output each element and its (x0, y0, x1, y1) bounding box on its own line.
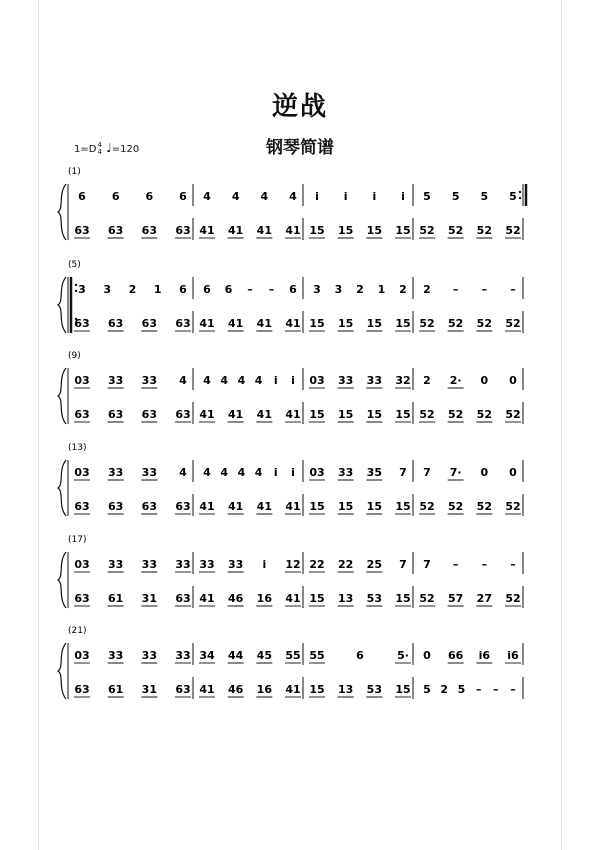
system-number: (13) (68, 443, 87, 453)
bass-note: 63 (74, 500, 90, 513)
melody-note: i6 (478, 649, 491, 662)
melody-note: i (372, 190, 377, 203)
melody-note: i (315, 190, 319, 203)
melody-note: 5 (480, 190, 489, 203)
bass-note: 52 (476, 224, 492, 237)
bass-note: 52 (419, 408, 435, 421)
melody-note: 33 (108, 466, 124, 479)
bass-note: 63 (74, 408, 90, 421)
melody-note: 03 (309, 466, 325, 479)
melody-note: 7 (423, 466, 431, 479)
bass-note: 13 (338, 683, 354, 696)
melody-note: 3 (103, 283, 112, 296)
melody-note: 3 (313, 283, 321, 296)
bass-note: 41 (228, 224, 244, 237)
melody-note: 4 (203, 466, 211, 479)
key-tonic: 1=D (74, 144, 97, 155)
melody-note: 4 (289, 190, 297, 203)
bass-note: 15 (395, 592, 411, 605)
bass-note: 41 (228, 317, 244, 330)
melody-note: 33 (175, 558, 191, 571)
melody-note: – (247, 283, 253, 296)
melody-note: 03 (74, 649, 90, 662)
melody-note: 45 (256, 649, 272, 662)
bass-note: 52 (505, 317, 521, 330)
system-brace (58, 643, 66, 699)
bass-note: 63 (74, 592, 90, 605)
melody-note: 33 (108, 374, 124, 387)
system-number: (1) (68, 167, 81, 177)
melody-note: 34 (199, 649, 215, 662)
melody-note: – (452, 558, 459, 571)
bass-note: 15 (395, 224, 411, 237)
bass-note: 5 (423, 683, 431, 696)
melody-note: i (273, 466, 278, 479)
bass-note: 52 (476, 408, 492, 421)
melody-note: i (262, 558, 267, 571)
melody-note: i6 (507, 649, 519, 662)
bass-note: 15 (366, 317, 382, 330)
melody-note: – (510, 558, 516, 571)
bass-note: 15 (309, 683, 325, 696)
melody-note: 2 (399, 283, 407, 296)
melody-note: 55 (309, 649, 325, 662)
melody-note: 33 (108, 649, 124, 662)
bass-note: 15 (338, 500, 354, 513)
melody-note: 0 (480, 466, 489, 479)
bass-note: 15 (395, 500, 411, 513)
melody-note: 4 (179, 374, 187, 387)
bass-note: 41 (256, 317, 272, 330)
repeat-dot (75, 284, 77, 286)
bass-note: 52 (419, 317, 435, 330)
bass-note: 41 (256, 500, 272, 513)
melody-note: 33 (141, 558, 157, 571)
melody-note: 6 (203, 283, 211, 296)
bass-note: 27 (476, 592, 492, 605)
bass-note: 63 (141, 500, 157, 513)
bass-note: 63 (108, 500, 124, 513)
system-number: (17) (68, 535, 87, 545)
melody-note: 4 (203, 190, 211, 203)
bass-note: 63 (141, 224, 157, 237)
bass-note: 15 (309, 224, 325, 237)
bass-note: 63 (108, 317, 124, 330)
melody-note: 03 (74, 374, 90, 387)
bass-note: 15 (366, 500, 382, 513)
bass-note: – (475, 683, 482, 696)
time-denominator: 4 (97, 148, 102, 156)
song-subtitle: 钢琴简谱 (266, 138, 334, 158)
melody-note: 33 (199, 558, 215, 571)
melody-note: 4 (231, 190, 240, 203)
melody-note: 7 (399, 558, 407, 571)
melody-note: 6 (289, 283, 297, 296)
melody-note: 4 (237, 466, 246, 479)
bass-note: 52 (476, 317, 492, 330)
melody-note: 22 (338, 558, 354, 571)
tempo-value: =120 (111, 144, 140, 155)
melody-note: i (291, 374, 295, 387)
bass-note: 52 (448, 408, 464, 421)
bass-note: 52 (419, 592, 435, 605)
bass-note: 63 (108, 224, 124, 237)
bass-note: 15 (309, 592, 325, 605)
bass-note: 41 (285, 683, 301, 696)
melody-note: 44 (228, 649, 244, 662)
bass-note: 41 (199, 500, 215, 513)
melody-note: 33 (338, 374, 354, 387)
bass-note: 52 (505, 408, 521, 421)
melody-note: 33 (108, 558, 124, 571)
system-number: (21) (68, 626, 87, 636)
bass-note: 63 (108, 408, 124, 421)
melody-note: 6 (145, 190, 154, 203)
melody-note: – (510, 283, 516, 296)
melody-note: 5 (451, 190, 460, 203)
bass-note: 63 (175, 683, 191, 696)
bass-note: 41 (285, 317, 301, 330)
melody-note: 1 (153, 283, 162, 296)
melody-note: 2 (356, 283, 364, 296)
bass-note: 41 (199, 592, 215, 605)
melody-note: i (343, 190, 348, 203)
melody-note: 1 (377, 283, 386, 296)
melody-note: 03 (309, 374, 325, 387)
bass-note: 41 (199, 317, 215, 330)
bass-note: – (510, 683, 516, 696)
bass-note: 46 (228, 592, 244, 605)
melody-note: 33 (141, 374, 157, 387)
bass-note: 41 (199, 683, 215, 696)
bass-note: 52 (419, 500, 435, 513)
repeat-dot (75, 290, 77, 292)
melody-note: 12 (285, 558, 301, 571)
bass-note: 52 (448, 500, 464, 513)
melody-note: 2· (449, 374, 462, 387)
system-brace (58, 460, 66, 516)
system-brace (58, 552, 66, 608)
bass-note: 61 (108, 683, 124, 696)
bass-note: 63 (175, 408, 191, 421)
melody-note: – (481, 558, 488, 571)
melody-note: 4 (179, 466, 187, 479)
melody-note: 5 (423, 190, 431, 203)
melody-note: 3 (78, 283, 86, 296)
melody-note: 33 (338, 466, 354, 479)
melody-note: 5· (397, 649, 409, 662)
bass-note: 41 (228, 408, 244, 421)
melody-note: – (452, 283, 459, 296)
melody-note: 33 (141, 649, 157, 662)
melody-note: 6 (224, 283, 233, 296)
bass-note: 52 (448, 317, 464, 330)
melody-note: 03 (74, 558, 90, 571)
repeat-dot (519, 197, 521, 199)
bass-note: 41 (256, 224, 272, 237)
melody-note: 55 (285, 649, 301, 662)
melody-note: 4 (203, 374, 211, 387)
system-number: (9) (68, 351, 81, 361)
time-numerator: 4 (97, 141, 102, 149)
bass-note: 52 (419, 224, 435, 237)
bass-note: 61 (108, 592, 124, 605)
melody-note: 35 (366, 466, 382, 479)
bass-note: – (493, 683, 499, 696)
bass-note: 15 (309, 317, 325, 330)
bass-note: 41 (199, 224, 215, 237)
bass-note: 41 (285, 408, 301, 421)
bass-note: 15 (366, 408, 382, 421)
tempo-note-icon: ♩ (106, 141, 112, 155)
bass-note: 13 (338, 592, 354, 605)
bass-note: 2 (440, 683, 449, 696)
melody-note: i (291, 466, 295, 479)
melody-note: 4 (260, 190, 269, 203)
bass-note: 15 (366, 224, 382, 237)
melody-note: 7 (423, 558, 431, 571)
bass-note: 16 (256, 683, 272, 696)
melody-note: 4 (220, 466, 229, 479)
bass-note: 53 (366, 683, 382, 696)
system-brace (58, 277, 66, 333)
melody-note: 2 (423, 283, 431, 296)
repeat-dot (519, 191, 521, 193)
melody-note: 6 (179, 283, 187, 296)
bass-note: 52 (505, 592, 521, 605)
bass-note: 15 (395, 408, 411, 421)
melody-note: 2 (128, 283, 137, 296)
bass-note: 41 (256, 408, 272, 421)
melody-note: 4 (220, 374, 229, 387)
bass-note: 63 (175, 592, 191, 605)
bass-note: 63 (74, 683, 90, 696)
melody-note: 33 (366, 374, 382, 387)
bass-note: 31 (141, 683, 157, 696)
melody-note: 66 (448, 649, 464, 662)
bass-note: 15 (338, 317, 354, 330)
bass-note: 52 (505, 224, 521, 237)
melody-note: 3 (334, 283, 343, 296)
bass-note: 63 (175, 500, 191, 513)
bass-note: 63 (141, 317, 157, 330)
bass-note: 15 (338, 408, 354, 421)
bass-note: 63 (74, 224, 90, 237)
bass-note: 41 (285, 224, 301, 237)
melody-note: 6 (179, 190, 187, 203)
melody-note: 2 (423, 374, 431, 387)
melody-note: 7 (399, 466, 407, 479)
melody-note: 4 (254, 466, 263, 479)
bass-note: 63 (175, 224, 191, 237)
melody-note: 4 (237, 374, 246, 387)
bass-note: 52 (476, 500, 492, 513)
melody-note: 0 (509, 374, 517, 387)
bass-note: 15 (395, 317, 411, 330)
melody-note: i (273, 374, 278, 387)
melody-note: 5 (509, 190, 517, 203)
melody-note: 6 (78, 190, 86, 203)
melody-note: 7· (449, 466, 462, 479)
bass-note: 52 (505, 500, 521, 513)
bass-note: 46 (228, 683, 244, 696)
melody-note: 33 (175, 649, 191, 662)
bass-note: 15 (395, 683, 411, 696)
melody-note: 6 (356, 649, 364, 662)
melody-note: 03 (74, 466, 90, 479)
melody-note: 25 (366, 558, 382, 571)
bass-note: 16 (256, 592, 272, 605)
bass-note: 15 (309, 408, 325, 421)
melody-note: 4 (254, 374, 263, 387)
melody-note: 6 (111, 190, 120, 203)
system-brace (58, 184, 66, 240)
melody-note: 33 (228, 558, 244, 571)
melody-note: i (401, 190, 405, 203)
bass-note: 41 (228, 500, 244, 513)
melody-note: 0 (423, 649, 431, 662)
system-number: (5) (68, 260, 81, 270)
bass-note: 15 (309, 500, 325, 513)
melody-note: – (268, 283, 275, 296)
bass-note: 57 (448, 592, 464, 605)
bass-note: 63 (141, 408, 157, 421)
bass-note: 15 (338, 224, 354, 237)
melody-note: 22 (309, 558, 325, 571)
bass-note: 5 (457, 683, 466, 696)
bass-note: 41 (285, 592, 301, 605)
bass-note: 63 (175, 317, 191, 330)
bass-note: 53 (366, 592, 382, 605)
bass-note: 31 (141, 592, 157, 605)
bass-note: 41 (285, 500, 301, 513)
melody-note: 0 (509, 466, 517, 479)
system-brace (58, 368, 66, 424)
song-title: 逆战 (271, 92, 328, 122)
melody-note: 33 (141, 466, 157, 479)
bass-note: 41 (199, 408, 215, 421)
bass-note: 52 (448, 224, 464, 237)
melody-note: 32 (395, 374, 411, 387)
bass-note: 63 (74, 317, 90, 330)
melody-note: 0 (480, 374, 489, 387)
melody-note: – (481, 283, 488, 296)
